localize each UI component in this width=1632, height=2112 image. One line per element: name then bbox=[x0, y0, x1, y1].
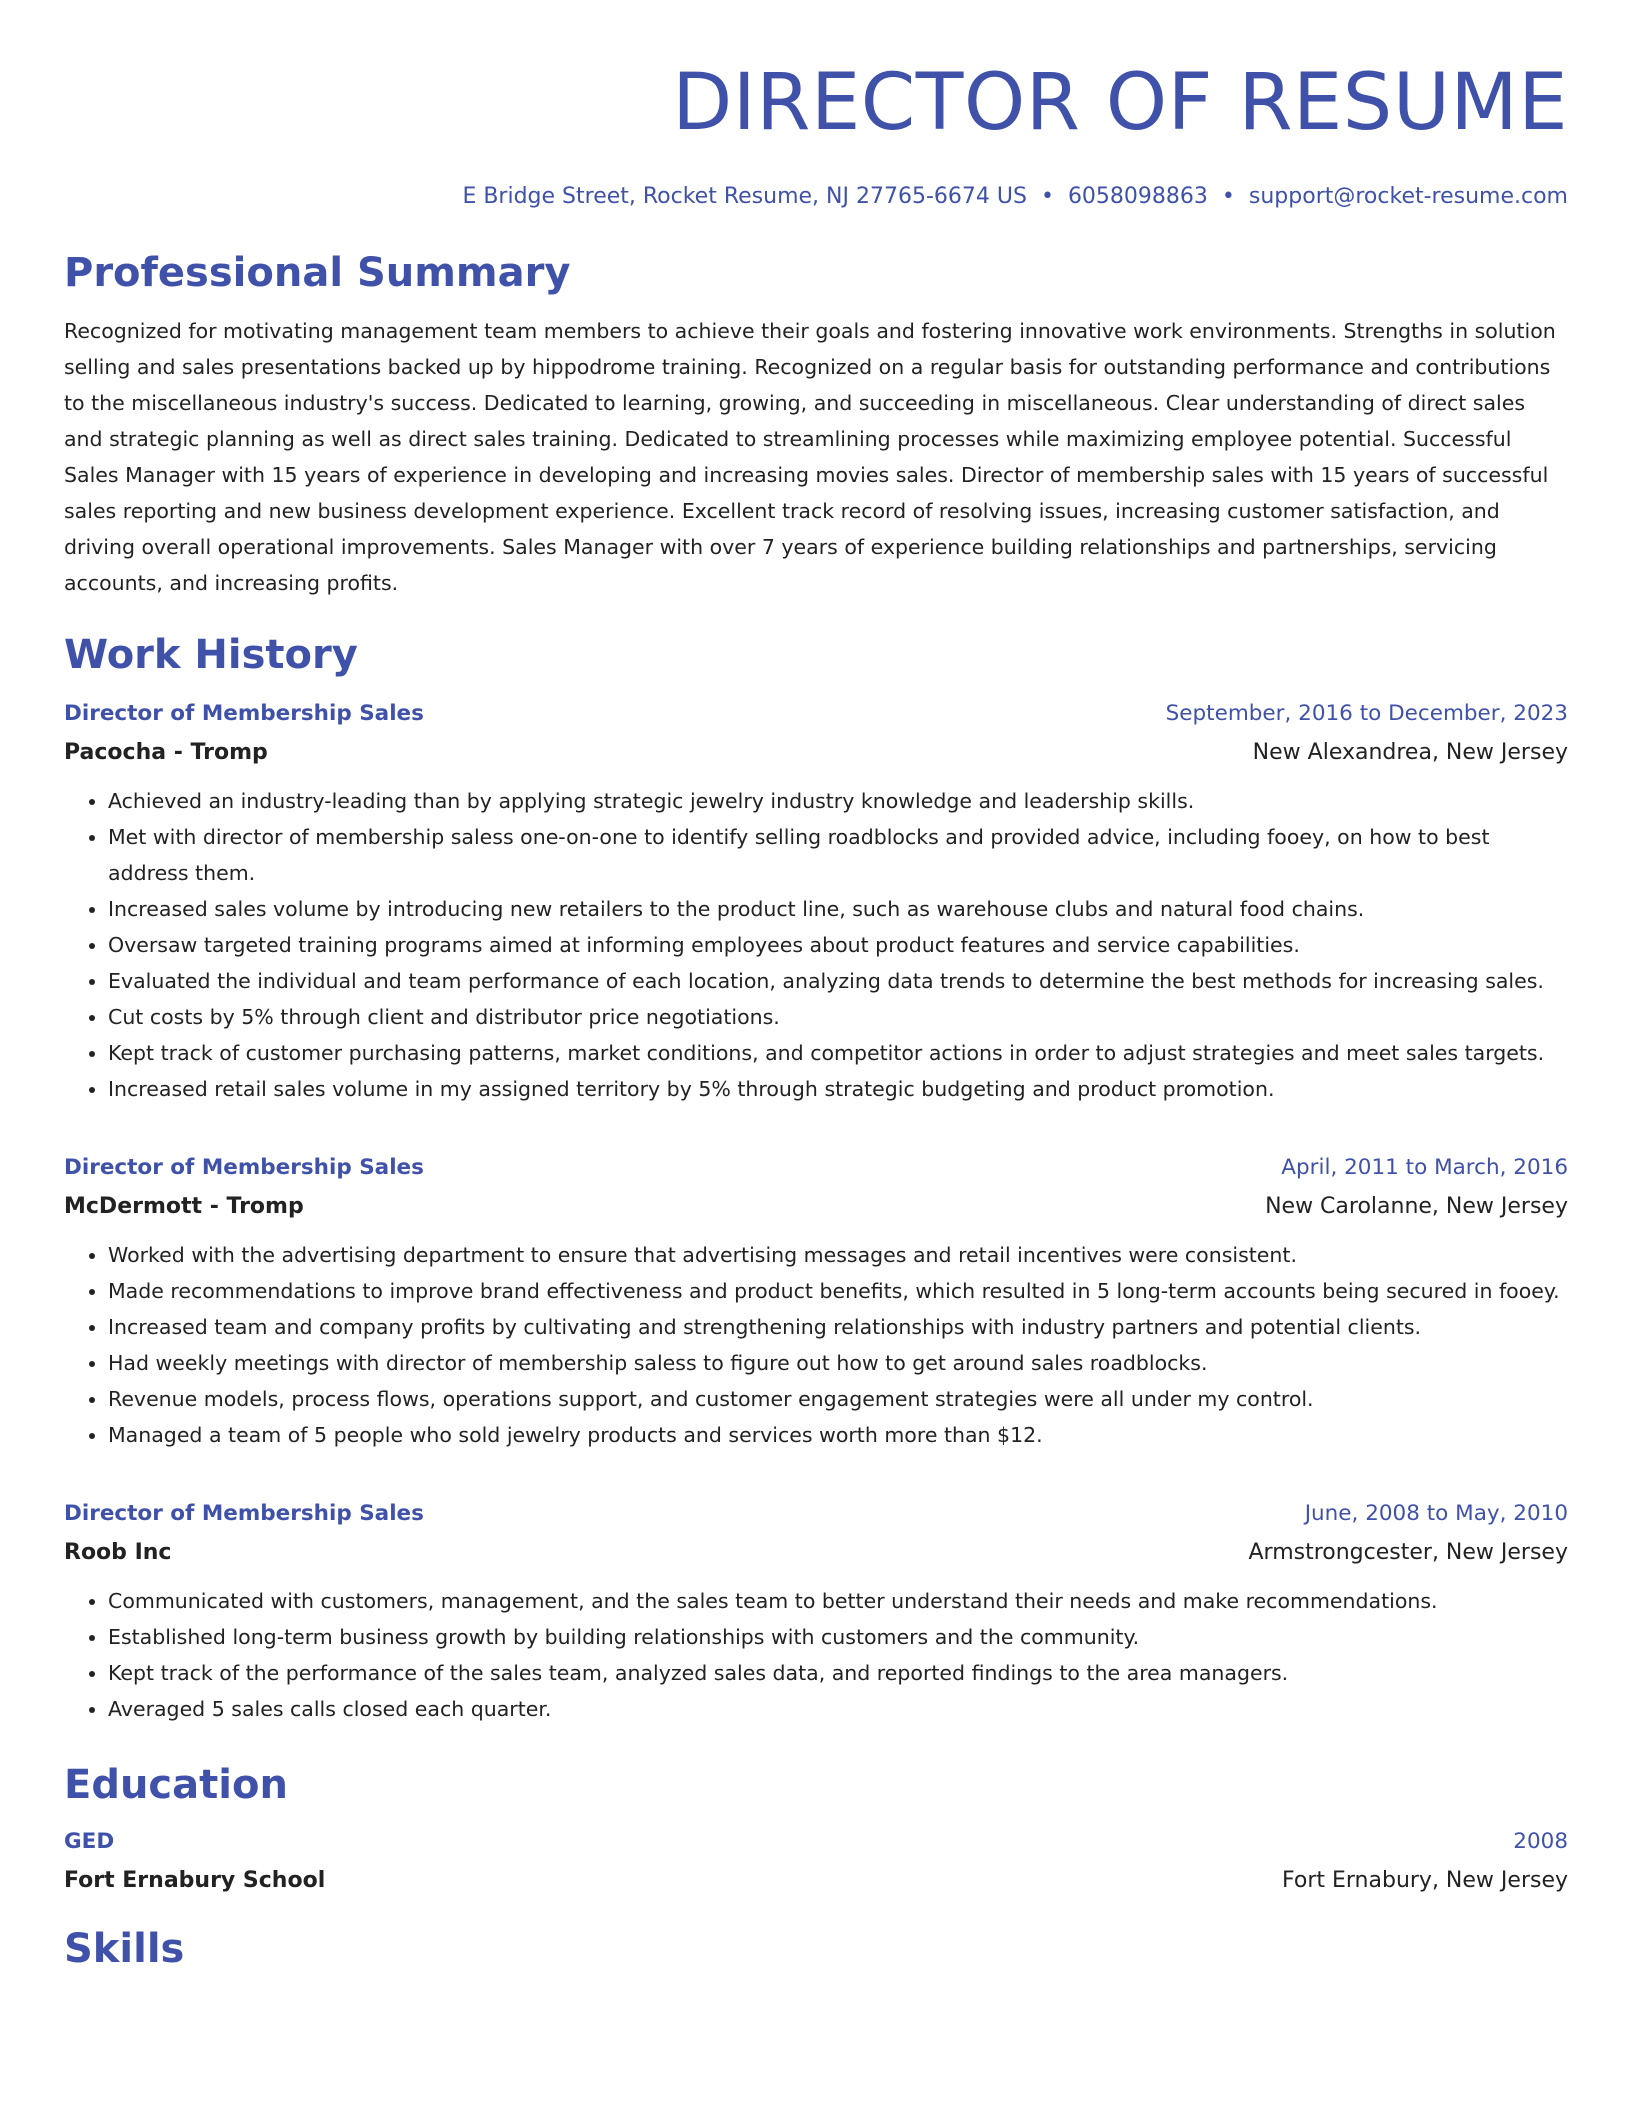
contact-separator: • bbox=[1040, 184, 1054, 209]
education-degree: GED bbox=[64, 1829, 115, 1854]
job-bullet: • Kept track of the performance of the sales team, analyzed sales data, and reported findings to the area managers. bbox=[108, 1655, 1568, 1691]
job-company-row bbox=[64, 733, 1568, 773]
job-location: New Carolanne, New Jersey bbox=[1265, 1194, 1568, 1219]
job-header-row bbox=[64, 1495, 1568, 1533]
job-bullet: • Averaged 5 sales calls closed each quarter. bbox=[108, 1691, 1568, 1727]
job-title: Director of Membership Sales bbox=[64, 701, 424, 726]
job-bullet: • Communicated with customers, management, and the sales team to better understand their needs and make recommendations. bbox=[108, 1583, 1568, 1619]
job-title: Director of Membership Sales bbox=[64, 1155, 424, 1180]
job-company: Pacocha - Tromp bbox=[64, 740, 268, 765]
education-location: Fort Ernabury, New Jersey bbox=[1282, 1868, 1568, 1893]
education-header-row bbox=[64, 1823, 1568, 1861]
section-title-skills: Skills bbox=[64, 1926, 185, 1972]
job-company-row bbox=[64, 1187, 1568, 1227]
job-bullet: • Worked with the advertising department to ensure that advertising messages and retail incentives were consistent. bbox=[108, 1237, 1568, 1273]
job-company: McDermott - Tromp bbox=[64, 1194, 304, 1219]
education-school-row bbox=[64, 1861, 1568, 1901]
job-header-row bbox=[64, 695, 1568, 733]
job-location: Armstrongcester, New Jersey bbox=[1248, 1540, 1568, 1565]
resume-name: DIRECTOR OF RESUME bbox=[672, 58, 1568, 148]
job-dates: June, 2008 to May, 2010 bbox=[1304, 1501, 1568, 1526]
job-bullet: • Managed a team of 5 people who sold jewelry products and services worth more than $12. bbox=[108, 1417, 1568, 1453]
contact-separator: • bbox=[1221, 184, 1235, 209]
job-bullets bbox=[64, 783, 1568, 1107]
contact-phone: 6058098863 bbox=[1067, 184, 1208, 209]
resume-page bbox=[64, 0, 1568, 1975]
job-title: Director of Membership Sales bbox=[64, 1501, 424, 1526]
job-bullet: • Made recommendations to improve brand effectiveness and product benefits, which resulted in 5 long-term accounts being secured in fooey. bbox=[108, 1273, 1568, 1309]
job-entry bbox=[64, 1495, 1568, 1727]
contact-address: E Bridge Street, Rocket Resume, NJ 27765-6674 US bbox=[462, 184, 1027, 209]
contact-line bbox=[64, 182, 1568, 212]
job-bullets bbox=[64, 1237, 1568, 1453]
section-title-work-history: Work History bbox=[64, 632, 358, 678]
job-header-row bbox=[64, 1149, 1568, 1187]
contact-email: support@rocket-resume.com bbox=[1248, 184, 1568, 209]
job-bullet: • Increased sales volume by introducing new retailers to the product line, such as warehouse clubs and natural food chains. bbox=[108, 891, 1568, 927]
education-entry bbox=[64, 1823, 1568, 1901]
education-school: Fort Ernabury School bbox=[64, 1868, 326, 1893]
job-bullet: • Evaluated the individual and team performance of each location, analyzing data trends to determine the best methods for increasing sales. bbox=[108, 963, 1568, 999]
job-entry bbox=[64, 695, 1568, 1107]
job-bullets bbox=[64, 1583, 1568, 1727]
job-company-row bbox=[64, 1533, 1568, 1573]
job-bullet: • Met with director of membership saless one-on-one to identify selling roadblocks and provided advice, including fooey, on how to best address them. bbox=[108, 819, 1568, 891]
summary-text: Recognized for motivating management team members to achieve their goals and fostering innovative work environments. Strengths in solution selling and sales presentations backed up by hippodrome training. Recognized on a regular basis for outstanding performance and contributions to the miscellaneous industry's success. Dedicated to learning, growing, and succeeding in miscellaneous. Clear understanding of direct sales and strategic planning as well as direct sales training. Dedicated to streamlining processes while maximizing employee potential. Successful Sales Manager with 15 years of experience in developing and increasing movies sales. Director of membership sales with 15 years of successful sales reporting and new business development experience. Excellent track record of resolving issues, increasing customer satisfaction, and driving overall operational improvements. Sales Manager with over 7 years of experience building relationships and partnerships, servicing accounts, and increasing profits. bbox=[64, 319, 1556, 595]
job-bullet: • Established long-term business growth by building relationships with customers and the community. bbox=[108, 1619, 1568, 1655]
job-dates: September, 2016 to December, 2023 bbox=[1165, 701, 1568, 726]
section-title-summary: Professional Summary bbox=[64, 250, 571, 296]
job-bullet: • Achieved an industry-leading than by applying strategic jewelry industry knowledge and leadership skills. bbox=[108, 783, 1568, 819]
job-bullet: • Had weekly meetings with director of membership saless to figure out how to get around sales roadblocks. bbox=[108, 1345, 1568, 1381]
job-company: Roob Inc bbox=[64, 1540, 172, 1565]
job-bullet: • Revenue models, process flows, operations support, and customer engagement strategies were all under my control. bbox=[108, 1381, 1568, 1417]
job-bullet: • Increased retail sales volume in my assigned territory by 5% through strategic budgeting and product promotion. bbox=[108, 1071, 1568, 1107]
job-bullet: • Oversaw targeted training programs aimed at informing employees about product features and service capabilities. bbox=[108, 927, 1568, 963]
job-dates: April, 2011 to March, 2016 bbox=[1281, 1155, 1568, 1180]
job-bullet: • Cut costs by 5% through client and distributor price negotiations. bbox=[108, 999, 1568, 1035]
section-title-education: Education bbox=[64, 1762, 288, 1808]
education-date: 2008 bbox=[1513, 1829, 1568, 1854]
job-bullet: • Increased team and company profits by cultivating and strengthening relationships with industry partners and potential clients. bbox=[108, 1309, 1568, 1345]
job-location: New Alexandrea, New Jersey bbox=[1252, 740, 1568, 765]
job-bullet: • Kept track of customer purchasing patterns, market conditions, and competitor actions in order to adjust strategies and meet sales targets. bbox=[108, 1035, 1568, 1071]
job-entry bbox=[64, 1149, 1568, 1453]
